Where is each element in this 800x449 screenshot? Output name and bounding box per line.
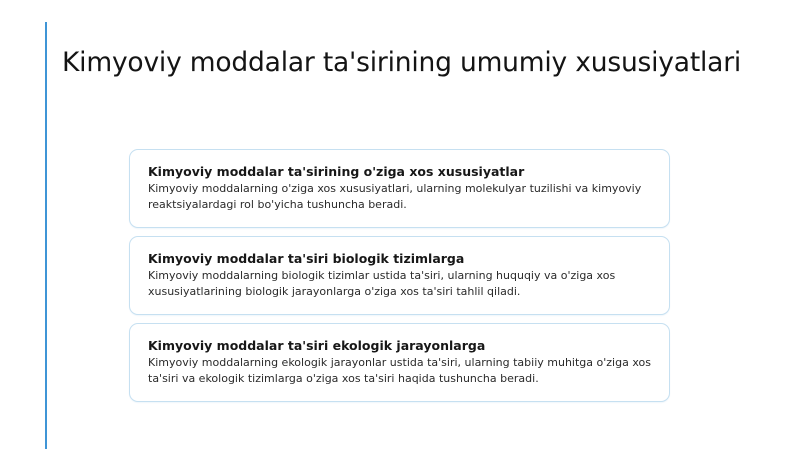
- card-title: Kimyoviy moddalar ta'siri ekologik jarayonlarga: [148, 338, 486, 353]
- info-card: [129, 236, 670, 315]
- card-text: Kimyoviy moddalarning biologik tizimlar ustida ta'siri, ularning huquqiy va o'ziga xos xususiyatlarining biologik jarayonlarga o'ziga xos ta'siri tahlil qiladi.: [148, 269, 616, 298]
- slide-title: Kimyoviy moddalar ta'sirining umumiy xususiyatlari: [62, 47, 742, 78]
- accent-line: [45, 22, 47, 449]
- card-list: [129, 149, 670, 410]
- card-text: Kimyoviy moddalarning ekologik jarayonlar ustida ta'siri, ularning tabiiy muhitga o'ziga xos ta'siri va ekologik tizimlarga o'ziga xos ta'siri haqida tushuncha beradi.: [148, 356, 651, 385]
- card-title: Kimyoviy moddalar ta'sirining o'ziga xos xususiyatlar: [148, 164, 525, 179]
- card-text: Kimyoviy moddalarning o'ziga xos xususiyatlari, ularning molekulyar tuzilishi va kimyoviy reaktsiyalardagi rol bo'yicha tushuncha beradi.: [148, 182, 642, 211]
- info-card: [129, 149, 670, 228]
- info-card: [129, 323, 670, 402]
- card-title: Kimyoviy moddalar ta'siri biologik tizimlarga: [148, 251, 465, 266]
